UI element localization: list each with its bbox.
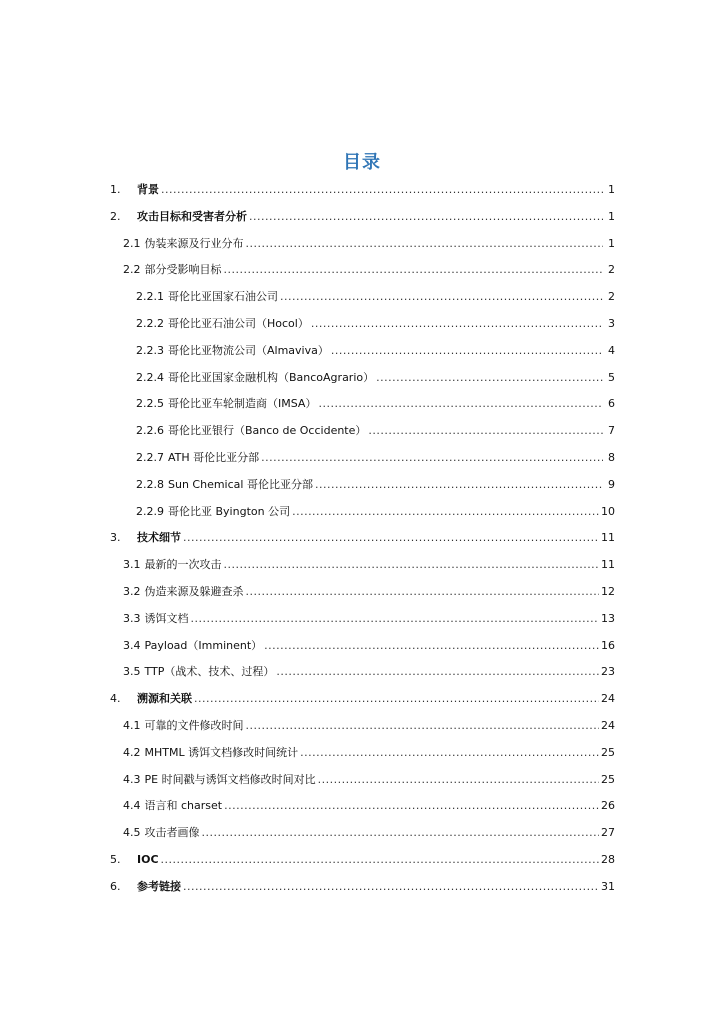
toc-entry-title[interactable]: TTP（战术、技术、过程） <box>144 665 275 679</box>
toc-entry-page-number: 31 <box>601 879 615 893</box>
toc-leader-dots <box>276 659 599 686</box>
toc-leader-dots <box>280 284 603 311</box>
toc-entry-title[interactable]: 参考链接 <box>137 879 181 893</box>
toc-leader-dots <box>246 231 604 258</box>
toc-entry-number: 2. <box>110 209 121 223</box>
toc-entry-number: 5. <box>110 852 121 866</box>
toc-entry-number: 3.4 <box>123 638 141 652</box>
toc-entry-number: 3. <box>110 531 121 545</box>
toc-entry[interactable] <box>110 445 615 472</box>
toc-entry-number: 4.2 <box>123 745 141 759</box>
toc-entry[interactable] <box>110 686 615 713</box>
toc-entry-title[interactable]: 最新的一次攻击 <box>144 558 222 572</box>
toc-entry-page-number: 23 <box>601 665 615 679</box>
toc-entry-title[interactable]: 伪造来源及躲避查杀 <box>144 584 244 598</box>
toc-entry-page-number: 1 <box>608 236 615 250</box>
toc-entry-number: 3.1 <box>123 558 141 572</box>
toc-entry[interactable] <box>110 606 615 633</box>
toc-entry-number: 2.2 <box>123 263 141 277</box>
toc-leader-dots <box>264 633 599 660</box>
toc-entry-title[interactable]: IOC <box>137 852 159 866</box>
toc-entry-title[interactable]: 语言和 charset <box>144 799 223 813</box>
toc-leader-dots <box>249 204 603 231</box>
toc-entry[interactable] <box>110 365 615 392</box>
toc-entry-number: 2.2.7 <box>136 450 164 464</box>
toc-entry-number: 4.5 <box>123 826 141 840</box>
toc-entry-number: 4.4 <box>123 799 141 813</box>
toc-entry-page-number: 6 <box>608 397 615 411</box>
toc-entry-page-number: 13 <box>601 611 615 625</box>
toc-entry[interactable] <box>110 257 615 284</box>
toc-entry-page-number: 24 <box>601 718 615 732</box>
toc-leader-dots <box>315 472 603 499</box>
toc-leader-dots <box>161 847 599 874</box>
toc-entry[interactable] <box>110 793 615 820</box>
toc-entry[interactable] <box>110 767 615 794</box>
toc-entry-page-number: 8 <box>608 450 615 464</box>
toc-entry-number: 2.2.4 <box>136 370 164 384</box>
toc-entry-number: 1. <box>110 183 121 196</box>
toc-entry-page-number: 11 <box>601 531 615 545</box>
toc-leader-dots <box>261 445 603 472</box>
toc-leader-dots <box>202 820 600 847</box>
toc-entry-page-number: 1 <box>608 209 615 223</box>
toc-entry-page-number: 26 <box>601 799 615 813</box>
toc-leader-dots <box>161 177 603 204</box>
toc-title: 目录 <box>343 152 381 173</box>
toc-entry-title[interactable]: 技术细节 <box>137 531 181 545</box>
toc-entry-number: 3.2 <box>123 584 141 598</box>
toc-entry[interactable] <box>110 820 615 847</box>
toc-entry[interactable] <box>110 579 615 606</box>
toc-entry-number: 4. <box>110 692 121 706</box>
toc-entry-page-number: 12 <box>601 584 615 598</box>
toc-leader-dots <box>183 525 599 552</box>
toc-entry-page-number: 11 <box>601 558 615 572</box>
toc-leader-dots <box>224 552 600 579</box>
toc-entry[interactable] <box>110 231 615 258</box>
toc-leader-dots <box>183 874 599 901</box>
toc-leader-dots <box>224 793 599 820</box>
toc-entry[interactable] <box>110 499 615 526</box>
toc-leader-dots <box>191 606 600 633</box>
toc-entry-page-number: 10 <box>601 504 615 518</box>
toc-entry[interactable] <box>110 472 615 499</box>
toc-entry-page-number: 24 <box>601 692 615 706</box>
toc-leader-dots <box>300 740 599 767</box>
toc-entry-title[interactable]: 部分受影响目标 <box>144 263 222 277</box>
toc-entry-page-number: 5 <box>608 370 615 384</box>
toc-entry-number: 2.2.9 <box>136 504 164 518</box>
toc-entry-page-number: 7 <box>608 424 615 438</box>
toc-entry-title[interactable]: ATH 哥伦比亚分部 <box>168 450 260 464</box>
toc-entry-title[interactable]: 哥伦比亚银行（Banco de Occidente） <box>168 424 367 438</box>
toc-entry-title[interactable]: MHTML 诱饵文档修改时间统计 <box>144 745 299 759</box>
toc-entry[interactable] <box>110 552 615 579</box>
toc-entry-number: 2.2.1 <box>136 290 164 304</box>
toc-entry-number: 4.1 <box>123 718 141 732</box>
toc-entry[interactable] <box>110 338 615 365</box>
toc-entry[interactable] <box>110 177 615 204</box>
toc-entry-number: 2.1 <box>123 236 141 250</box>
toc-leader-dots <box>224 257 604 284</box>
toc-entry-number: 2.2.6 <box>136 424 164 438</box>
toc-entry-number: 2.2.2 <box>136 316 164 330</box>
toc-entry-title[interactable]: 诱饵文档 <box>144 611 189 625</box>
toc-leader-dots <box>311 311 603 338</box>
toc-entry-title[interactable]: 攻击者画像 <box>144 826 200 840</box>
toc-entry[interactable] <box>110 659 615 686</box>
toc-entry[interactable] <box>110 874 615 901</box>
toc-leader-dots <box>194 686 599 713</box>
toc-entry[interactable] <box>110 391 615 418</box>
toc-entry-page-number: 4 <box>608 343 615 357</box>
toc-entry-page-number: 27 <box>601 826 615 840</box>
toc-entry[interactable] <box>110 713 615 740</box>
toc-entry[interactable] <box>110 740 615 767</box>
toc-entry-title[interactable]: 哥伦比亚国家石油公司 <box>168 290 278 304</box>
toc-entry-page-number: 16 <box>601 638 615 652</box>
toc-entry-number: 4.3 <box>123 772 141 786</box>
toc-entry-title[interactable]: PE 时间戳与诱饵文档修改时间对比 <box>144 772 316 786</box>
toc-entry-title[interactable]: 伪装来源及行业分布 <box>144 236 244 250</box>
toc-leader-dots <box>318 767 599 794</box>
toc-leader-dots <box>331 338 603 365</box>
toc-entry-title[interactable]: 哥伦比亚车轮制造商（IMSA） <box>168 397 317 411</box>
toc-entry-title[interactable]: 哥伦比亚石油公司（Hocol） <box>168 316 309 330</box>
toc-entry-page-number: 25 <box>601 745 615 759</box>
toc-entry-page-number: 2 <box>608 290 615 304</box>
toc-entry-number: 3.5 <box>123 665 141 679</box>
toc-entry-title[interactable]: 可靠的文件修改时间 <box>144 718 244 732</box>
toc-entry-number: 2.2.3 <box>136 343 164 357</box>
toc-entry-title[interactable]: 背景 <box>137 183 159 196</box>
toc-list <box>110 177 615 901</box>
toc-entry-title[interactable]: 溯源和关联 <box>137 692 192 706</box>
toc-entry-page-number: 9 <box>608 477 615 491</box>
toc-entry[interactable] <box>110 311 615 338</box>
toc-entry-title[interactable]: 哥伦比亚国家金融机构（BancoAgrario） <box>168 370 375 384</box>
toc-entry-number: 2.2.5 <box>136 397 164 411</box>
toc-entry[interactable] <box>110 284 615 311</box>
toc-entry-title[interactable]: Sun Chemical 哥伦比亚分部 <box>168 477 313 491</box>
toc-leader-dots <box>246 579 600 606</box>
toc-entry-title[interactable]: 哥伦比亚物流公司（Almaviva） <box>168 343 329 357</box>
toc-entry-page-number: 1 <box>608 183 615 196</box>
toc-entry-page-number: 25 <box>601 772 615 786</box>
toc-entry[interactable] <box>110 418 615 445</box>
toc-entry[interactable] <box>110 847 615 874</box>
toc-entry[interactable] <box>110 525 615 552</box>
toc-entry-title[interactable]: Payload（Imminent） <box>144 638 263 652</box>
toc-leader-dots <box>368 418 603 445</box>
toc-leader-dots <box>318 391 603 418</box>
toc-entry-page-number: 3 <box>608 316 615 330</box>
toc-entry-number: 3.3 <box>123 611 141 625</box>
toc-entry-title[interactable]: 哥伦比亚 Byington 公司 <box>168 504 291 518</box>
toc-entry-title[interactable]: 攻击目标和受害者分析 <box>137 209 247 223</box>
toc-entry[interactable] <box>110 204 615 231</box>
toc-entry-page-number: 2 <box>608 263 615 277</box>
toc-leader-dots <box>246 713 600 740</box>
toc-entry-number: 2.2.8 <box>136 477 164 491</box>
toc-leader-dots <box>376 365 603 392</box>
toc-entry-page-number: 28 <box>601 852 615 866</box>
toc-entry-number: 6. <box>110 879 121 893</box>
toc-leader-dots <box>292 499 599 526</box>
toc-entry[interactable] <box>110 633 615 660</box>
